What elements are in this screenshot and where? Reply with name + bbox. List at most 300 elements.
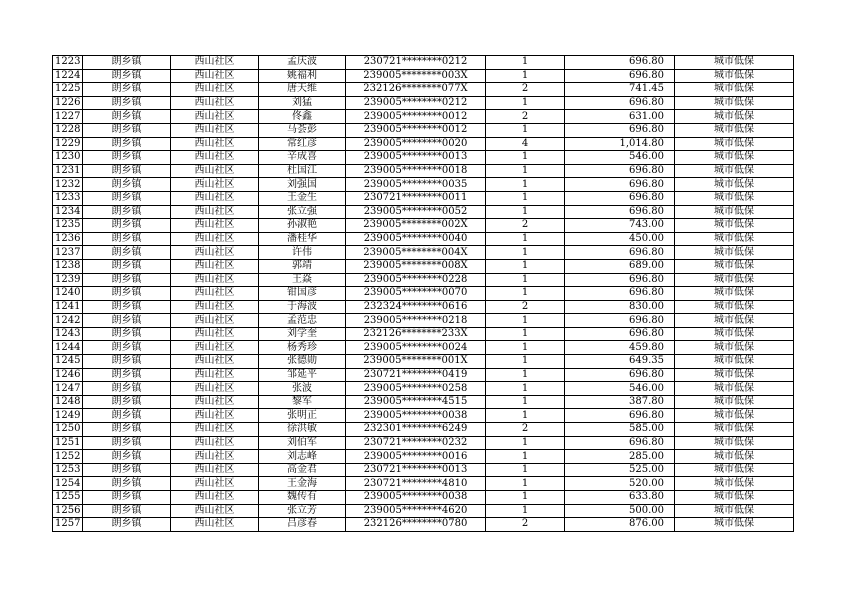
table-row [53,219,794,233]
cell-name: 杜国江 [259,164,346,178]
cell-community: 西山社区 [171,477,259,491]
cell-household-size: 1 [486,327,565,341]
cell-amount: 696.80 [565,436,675,450]
table-row [53,178,794,192]
cell-category: 城市低保 [675,178,794,192]
cell-household-size: 1 [486,409,565,423]
cell-town: 朗乡镇 [83,300,171,314]
table-row [53,463,794,477]
cell-community: 西山社区 [171,395,259,409]
table-body [53,56,794,532]
cell-amount: 459.80 [565,341,675,355]
cell-index: 1248 [53,395,83,409]
cell-household-size: 1 [486,69,565,83]
cell-name: 张立芳 [259,504,346,518]
table-row [53,477,794,491]
cell-id-number: 239005********4515 [346,395,486,409]
cell-name: 刘志峰 [259,450,346,464]
cell-index: 1252 [53,450,83,464]
cell-category: 城市低保 [675,151,794,165]
cell-index: 1253 [53,463,83,477]
cell-community: 西山社区 [171,96,259,110]
table-row [53,232,794,246]
table-row [53,69,794,83]
cell-household-size: 1 [486,205,565,219]
cell-household-size: 1 [486,395,565,409]
cell-household-size: 2 [486,423,565,437]
table-row [53,341,794,355]
cell-name: 孙淑艳 [259,219,346,233]
cell-household-size: 1 [486,491,565,505]
cell-index: 1235 [53,219,83,233]
cell-community: 西山社区 [171,137,259,151]
table-row [53,409,794,423]
cell-amount: 696.80 [565,178,675,192]
cell-index: 1250 [53,423,83,437]
cell-id-number: 230721********4810 [346,477,486,491]
cell-index: 1255 [53,491,83,505]
cell-category: 城市低保 [675,287,794,301]
cell-name: 辛成喜 [259,151,346,165]
cell-id-number: 239005********0012 [346,110,486,124]
cell-household-size: 2 [486,83,565,97]
cell-household-size: 1 [486,355,565,369]
cell-category: 城市低保 [675,96,794,110]
cell-category: 城市低保 [675,504,794,518]
cell-name: 孟庆波 [259,56,346,70]
cell-community: 西山社区 [171,314,259,328]
cell-index: 1238 [53,259,83,273]
cell-index: 1246 [53,368,83,382]
cell-name: 钳国彦 [259,287,346,301]
cell-amount: 876.00 [565,518,675,532]
cell-town: 朗乡镇 [83,314,171,328]
cell-id-number: 239005********0024 [346,341,486,355]
cell-amount: 631.00 [565,110,675,124]
cell-community: 西山社区 [171,164,259,178]
cell-category: 城市低保 [675,409,794,423]
cell-index: 1256 [53,504,83,518]
cell-amount: 696.80 [565,314,675,328]
cell-town: 朗乡镇 [83,368,171,382]
cell-name: 孟范忠 [259,314,346,328]
table-row [53,327,794,341]
cell-index: 1247 [53,382,83,396]
cell-town: 朗乡镇 [83,151,171,165]
cell-index: 1231 [53,164,83,178]
cell-household-size: 1 [486,273,565,287]
cell-index: 1257 [53,518,83,532]
cell-household-size: 2 [486,300,565,314]
table-row [53,382,794,396]
cell-id-number: 232126********0780 [346,518,486,532]
cell-name: 王金生 [259,191,346,205]
cell-index: 1251 [53,436,83,450]
cell-community: 西山社区 [171,450,259,464]
cell-category: 城市低保 [675,491,794,505]
cell-category: 城市低保 [675,518,794,532]
cell-amount: 696.80 [565,409,675,423]
table-row [53,491,794,505]
cell-household-size: 1 [486,504,565,518]
cell-category: 城市低保 [675,450,794,464]
cell-name: 郭靖 [259,259,346,273]
cell-community: 西山社区 [171,246,259,260]
table-row [53,123,794,137]
cell-id-number: 230721********0013 [346,463,486,477]
cell-town: 朗乡镇 [83,341,171,355]
cell-name: 张立强 [259,205,346,219]
cell-community: 西山社区 [171,436,259,450]
cell-category: 城市低保 [675,382,794,396]
cell-id-number: 239005********0013 [346,151,486,165]
cell-category: 城市低保 [675,477,794,491]
table-row [53,287,794,301]
cell-household-size: 1 [486,259,565,273]
cell-category: 城市低保 [675,327,794,341]
table-row [53,246,794,260]
cell-town: 朗乡镇 [83,123,171,137]
cell-name: 佟鑫 [259,110,346,124]
table-row [53,355,794,369]
cell-community: 西山社区 [171,368,259,382]
cell-town: 朗乡镇 [83,56,171,70]
cell-name: 于海波 [259,300,346,314]
cell-household-size: 1 [486,341,565,355]
cell-name: 王焱 [259,273,346,287]
cell-amount: 585.00 [565,423,675,437]
cell-amount: 830.00 [565,300,675,314]
cell-category: 城市低保 [675,164,794,178]
cell-index: 1230 [53,151,83,165]
cell-id-number: 239005********0070 [346,287,486,301]
cell-id-number: 230721********0011 [346,191,486,205]
cell-id-number: 239005********0035 [346,178,486,192]
cell-amount: 696.80 [565,96,675,110]
cell-id-number: 230721********0212 [346,56,486,70]
cell-category: 城市低保 [675,436,794,450]
cell-community: 西山社区 [171,219,259,233]
cell-index: 1240 [53,287,83,301]
cell-id-number: 239005********4620 [346,504,486,518]
cell-community: 西山社区 [171,273,259,287]
table-row [53,450,794,464]
welfare-roster-table [52,55,794,532]
cell-amount: 696.80 [565,368,675,382]
cell-town: 朗乡镇 [83,205,171,219]
cell-id-number: 239005********004X [346,246,486,260]
cell-index: 1244 [53,341,83,355]
cell-town: 朗乡镇 [83,423,171,437]
cell-index: 1223 [53,56,83,70]
table-row [53,259,794,273]
cell-name: 马荟彭 [259,123,346,137]
cell-index: 1242 [53,314,83,328]
cell-amount: 696.80 [565,191,675,205]
cell-town: 朗乡镇 [83,273,171,287]
table-row [53,300,794,314]
cell-community: 西山社区 [171,463,259,477]
cell-household-size: 1 [486,178,565,192]
cell-category: 城市低保 [675,273,794,287]
cell-town: 朗乡镇 [83,491,171,505]
cell-amount: 387.80 [565,395,675,409]
cell-community: 西山社区 [171,341,259,355]
cell-community: 西山社区 [171,382,259,396]
cell-category: 城市低保 [675,300,794,314]
cell-index: 1228 [53,123,83,137]
cell-household-size: 4 [486,137,565,151]
cell-town: 朗乡镇 [83,96,171,110]
cell-name: 张明正 [259,409,346,423]
cell-id-number: 232301********6249 [346,423,486,437]
cell-amount: 741.45 [565,83,675,97]
cell-town: 朗乡镇 [83,463,171,477]
cell-household-size: 1 [486,96,565,110]
cell-name: 常红彦 [259,137,346,151]
cell-category: 城市低保 [675,110,794,124]
cell-category: 城市低保 [675,259,794,273]
cell-household-size: 2 [486,518,565,532]
cell-amount: 743.00 [565,219,675,233]
cell-household-size: 1 [486,151,565,165]
cell-community: 西山社区 [171,178,259,192]
cell-amount: 500.00 [565,504,675,518]
cell-amount: 696.80 [565,205,675,219]
cell-town: 朗乡镇 [83,83,171,97]
cell-town: 朗乡镇 [83,518,171,532]
cell-amount: 525.00 [565,463,675,477]
cell-category: 城市低保 [675,123,794,137]
cell-town: 朗乡镇 [83,436,171,450]
cell-id-number: 232324********0616 [346,300,486,314]
cell-household-size: 1 [486,477,565,491]
table-row [53,191,794,205]
cell-category: 城市低保 [675,69,794,83]
cell-index: 1226 [53,96,83,110]
cell-town: 朗乡镇 [83,232,171,246]
cell-id-number: 239005********0038 [346,491,486,505]
cell-id-number: 239005********008X [346,259,486,273]
cell-town: 朗乡镇 [83,450,171,464]
cell-category: 城市低保 [675,355,794,369]
cell-category: 城市低保 [675,314,794,328]
cell-amount: 696.80 [565,287,675,301]
cell-index: 1229 [53,137,83,151]
cell-amount: 696.80 [565,327,675,341]
table-row [53,395,794,409]
cell-amount: 689.00 [565,259,675,273]
cell-household-size: 1 [486,123,565,137]
cell-index: 1249 [53,409,83,423]
table-row [53,83,794,97]
cell-household-size: 1 [486,436,565,450]
cell-name: 杨秀珍 [259,341,346,355]
cell-index: 1236 [53,232,83,246]
table-row [53,368,794,382]
table-row [53,164,794,178]
cell-name: 黎军 [259,395,346,409]
cell-amount: 696.80 [565,123,675,137]
cell-household-size: 1 [486,463,565,477]
cell-name: 邹延平 [259,368,346,382]
table-row [53,56,794,70]
cell-name: 刘强国 [259,178,346,192]
cell-index: 1243 [53,327,83,341]
cell-id-number: 239005********0218 [346,314,486,328]
cell-id-number: 239005********0040 [346,232,486,246]
table-row [53,314,794,328]
cell-index: 1237 [53,246,83,260]
cell-id-number: 232126********077X [346,83,486,97]
cell-name: 徐洪敏 [259,423,346,437]
cell-index: 1225 [53,83,83,97]
cell-id-number: 239005********0052 [346,205,486,219]
cell-town: 朗乡镇 [83,164,171,178]
cell-name: 刘猛 [259,96,346,110]
cell-amount: 696.80 [565,69,675,83]
cell-category: 城市低保 [675,368,794,382]
cell-category: 城市低保 [675,341,794,355]
cell-town: 朗乡镇 [83,477,171,491]
cell-community: 西山社区 [171,191,259,205]
cell-name: 魏传有 [259,491,346,505]
cell-id-number: 239005********003X [346,69,486,83]
cell-town: 朗乡镇 [83,191,171,205]
cell-community: 西山社区 [171,83,259,97]
cell-community: 西山社区 [171,205,259,219]
cell-category: 城市低保 [675,395,794,409]
cell-name: 姚福利 [259,69,346,83]
cell-index: 1254 [53,477,83,491]
cell-amount: 633.80 [565,491,675,505]
cell-category: 城市低保 [675,463,794,477]
cell-community: 西山社区 [171,123,259,137]
cell-community: 西山社区 [171,232,259,246]
cell-community: 西山社区 [171,518,259,532]
cell-id-number: 239005********0212 [346,96,486,110]
cell-amount: 546.00 [565,151,675,165]
cell-name: 吕彦春 [259,518,346,532]
cell-index: 1232 [53,178,83,192]
cell-id-number: 239005********0018 [346,164,486,178]
cell-community: 西山社区 [171,287,259,301]
table-row [53,96,794,110]
cell-town: 朗乡镇 [83,246,171,260]
cell-id-number: 239005********0020 [346,137,486,151]
cell-id-number: 230721********0232 [346,436,486,450]
cell-household-size: 1 [486,56,565,70]
cell-id-number: 239005********0016 [346,450,486,464]
cell-community: 西山社区 [171,423,259,437]
cell-community: 西山社区 [171,300,259,314]
cell-community: 西山社区 [171,110,259,124]
cell-name: 潘桂华 [259,232,346,246]
table-row [53,110,794,124]
table-row [53,205,794,219]
cell-town: 朗乡镇 [83,69,171,83]
cell-household-size: 1 [486,450,565,464]
table-row [53,151,794,165]
cell-id-number: 239005********001X [346,355,486,369]
cell-household-size: 1 [486,368,565,382]
cell-category: 城市低保 [675,246,794,260]
cell-household-size: 1 [486,287,565,301]
cell-id-number: 239005********0012 [346,123,486,137]
table-row [53,436,794,450]
cell-name: 刘学奎 [259,327,346,341]
table-row [53,423,794,437]
cell-community: 西山社区 [171,327,259,341]
cell-town: 朗乡镇 [83,327,171,341]
cell-town: 朗乡镇 [83,259,171,273]
cell-category: 城市低保 [675,137,794,151]
cell-household-size: 1 [486,232,565,246]
table-row [53,518,794,532]
cell-town: 朗乡镇 [83,287,171,301]
cell-household-size: 2 [486,110,565,124]
cell-name: 王金海 [259,477,346,491]
table-row [53,504,794,518]
cell-category: 城市低保 [675,423,794,437]
cell-amount: 696.80 [565,246,675,260]
cell-id-number: 232126********233X [346,327,486,341]
cell-name: 刘伯军 [259,436,346,450]
cell-index: 1245 [53,355,83,369]
cell-town: 朗乡镇 [83,219,171,233]
cell-household-size: 1 [486,164,565,178]
cell-household-size: 1 [486,246,565,260]
table-row [53,273,794,287]
cell-name: 高金君 [259,463,346,477]
cell-id-number: 239005********002X [346,219,486,233]
cell-household-size: 1 [486,191,565,205]
cell-category: 城市低保 [675,56,794,70]
cell-amount: 285.00 [565,450,675,464]
cell-index: 1227 [53,110,83,124]
cell-community: 西山社区 [171,355,259,369]
cell-town: 朗乡镇 [83,382,171,396]
cell-community: 西山社区 [171,56,259,70]
cell-town: 朗乡镇 [83,355,171,369]
table-row [53,137,794,151]
cell-community: 西山社区 [171,504,259,518]
cell-category: 城市低保 [675,205,794,219]
cell-town: 朗乡镇 [83,504,171,518]
cell-id-number: 239005********0228 [346,273,486,287]
cell-amount: 520.00 [565,477,675,491]
cell-town: 朗乡镇 [83,409,171,423]
cell-town: 朗乡镇 [83,395,171,409]
cell-household-size: 2 [486,219,565,233]
cell-category: 城市低保 [675,232,794,246]
cell-category: 城市低保 [675,83,794,97]
cell-amount: 1,014.80 [565,137,675,151]
cell-community: 西山社区 [171,151,259,165]
cell-name: 唐天维 [259,83,346,97]
cell-amount: 649.35 [565,355,675,369]
cell-id-number: 239005********0038 [346,409,486,423]
cell-index: 1233 [53,191,83,205]
cell-community: 西山社区 [171,491,259,505]
cell-household-size: 1 [486,314,565,328]
cell-town: 朗乡镇 [83,110,171,124]
cell-town: 朗乡镇 [83,137,171,151]
cell-amount: 546.00 [565,382,675,396]
cell-amount: 696.80 [565,56,675,70]
cell-index: 1241 [53,300,83,314]
cell-category: 城市低保 [675,219,794,233]
